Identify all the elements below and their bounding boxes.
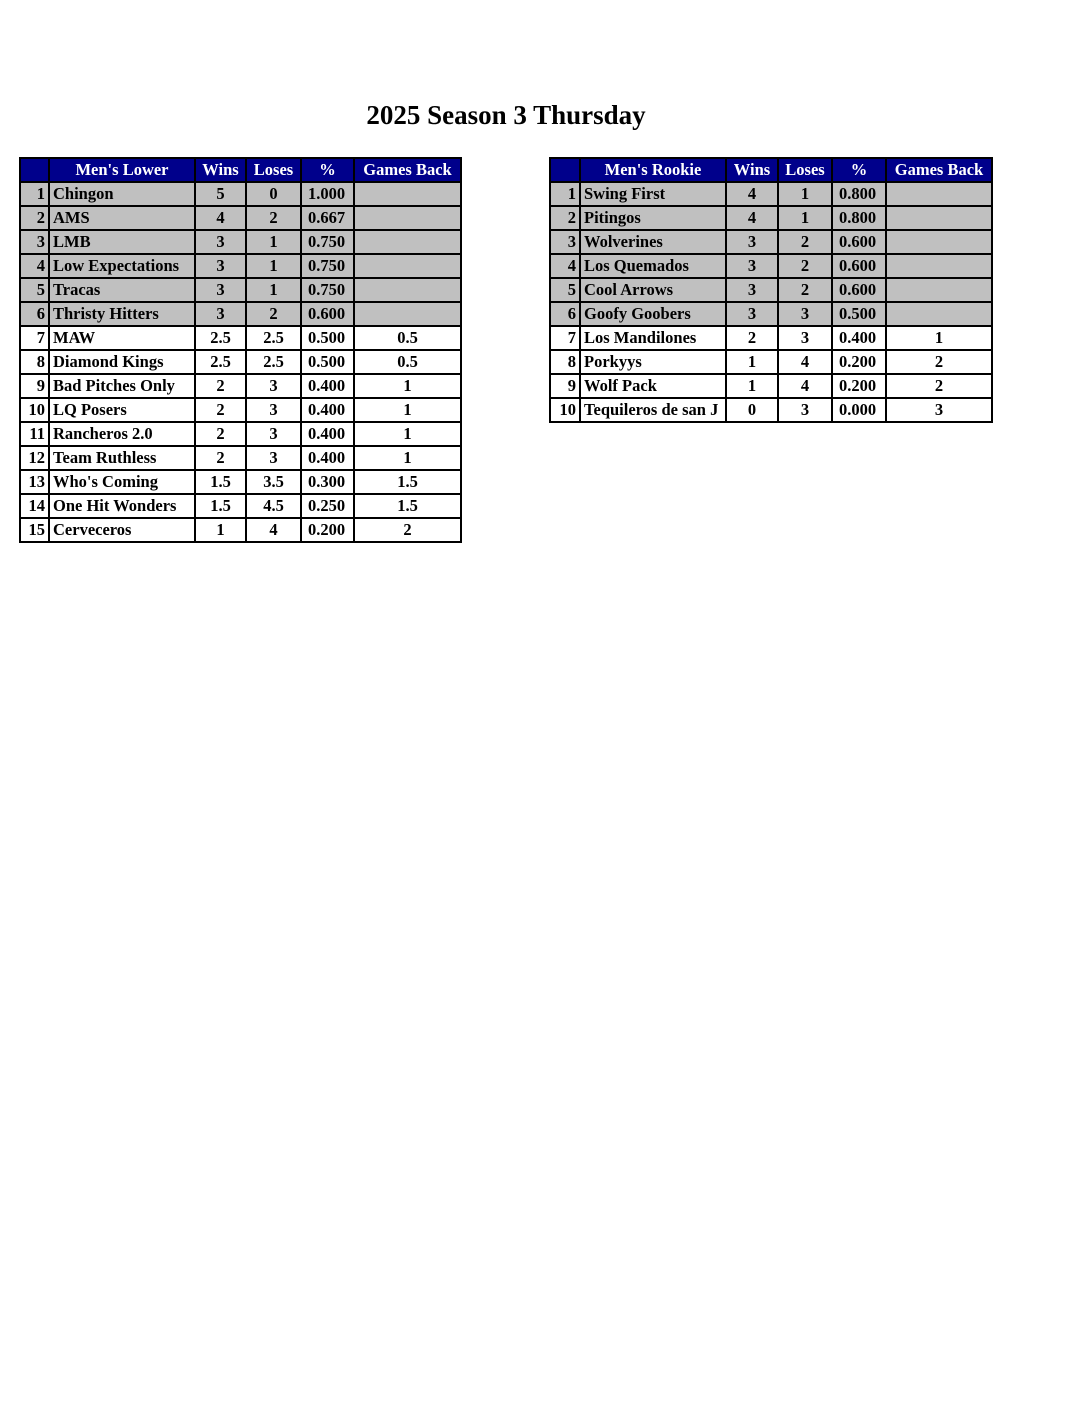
games-back-cell bbox=[886, 278, 992, 302]
team-name-cell: LMB bbox=[49, 230, 195, 254]
games-back-cell bbox=[886, 254, 992, 278]
games-back-cell: 2 bbox=[886, 350, 992, 374]
pct-cell: 0.200 bbox=[832, 350, 886, 374]
rank-cell: 14 bbox=[20, 494, 49, 518]
team-name-cell: AMS bbox=[49, 206, 195, 230]
table-row bbox=[550, 350, 992, 374]
loses-cell: 4.5 bbox=[246, 494, 301, 518]
loses-cell: 3 bbox=[246, 398, 301, 422]
games-back-cell bbox=[354, 254, 461, 278]
games-back-cell bbox=[354, 302, 461, 326]
pct-cell: 0.800 bbox=[832, 206, 886, 230]
rank-cell: 8 bbox=[550, 350, 580, 374]
rank-cell: 2 bbox=[550, 206, 580, 230]
games-back-cell: 1 bbox=[354, 446, 461, 470]
rank-cell: 1 bbox=[20, 182, 49, 206]
loses-cell: 3 bbox=[778, 326, 832, 350]
rank-cell: 9 bbox=[20, 374, 49, 398]
team-name-cell: Cool Arrows bbox=[580, 278, 726, 302]
team-name-cell: Los Mandilones bbox=[580, 326, 726, 350]
table-row bbox=[20, 374, 461, 398]
loses-cell: 2.5 bbox=[246, 350, 301, 374]
games-back-cell bbox=[354, 206, 461, 230]
table-row bbox=[20, 398, 461, 422]
games-back-cell bbox=[886, 206, 992, 230]
pct-cell: 0.000 bbox=[832, 398, 886, 422]
pct-cell: 0.600 bbox=[301, 302, 354, 326]
pct-cell: 0.250 bbox=[301, 494, 354, 518]
wins-cell: 3 bbox=[726, 302, 778, 326]
rank-cell: 6 bbox=[20, 302, 49, 326]
loses-cell: 4 bbox=[778, 374, 832, 398]
loses-cell: 0 bbox=[246, 182, 301, 206]
games-back-cell: 2 bbox=[354, 518, 461, 542]
table-row bbox=[20, 326, 461, 350]
wins-column-header: Wins bbox=[195, 158, 246, 182]
loses-cell: 1 bbox=[778, 206, 832, 230]
team-column-header: Men's Rookie bbox=[580, 158, 726, 182]
games-back-cell: 3 bbox=[886, 398, 992, 422]
table-row bbox=[20, 494, 461, 518]
mens-rookie-table-body bbox=[550, 182, 992, 422]
wins-cell: 3 bbox=[726, 278, 778, 302]
pct-cell: 0.600 bbox=[832, 254, 886, 278]
wins-cell: 1 bbox=[726, 374, 778, 398]
wins-cell: 2 bbox=[195, 398, 246, 422]
pct-cell: 0.400 bbox=[832, 326, 886, 350]
team-name-cell: Chingon bbox=[49, 182, 195, 206]
rank-cell: 10 bbox=[550, 398, 580, 422]
pct-cell: 0.500 bbox=[832, 302, 886, 326]
wins-cell: 2 bbox=[195, 374, 246, 398]
loses-cell: 2.5 bbox=[246, 326, 301, 350]
wins-cell: 1.5 bbox=[195, 494, 246, 518]
games-back-cell bbox=[886, 302, 992, 326]
mens-lower-standings-table bbox=[19, 157, 462, 543]
wins-cell: 2.5 bbox=[195, 326, 246, 350]
wins-cell: 3 bbox=[195, 254, 246, 278]
loses-cell: 2 bbox=[778, 278, 832, 302]
table-row bbox=[20, 446, 461, 470]
loses-cell: 2 bbox=[246, 302, 301, 326]
games-back-cell: 0.5 bbox=[354, 350, 461, 374]
table-row bbox=[550, 230, 992, 254]
team-name-cell: Tracas bbox=[49, 278, 195, 302]
table-row bbox=[550, 374, 992, 398]
table-row bbox=[20, 206, 461, 230]
games-back-cell bbox=[354, 230, 461, 254]
team-name-cell: Diamond Kings bbox=[49, 350, 195, 374]
loses-column-header: Loses bbox=[246, 158, 301, 182]
team-column-header: Men's Lower bbox=[49, 158, 195, 182]
rank-cell: 3 bbox=[550, 230, 580, 254]
team-name-cell: Goofy Goobers bbox=[580, 302, 726, 326]
loses-cell: 2 bbox=[246, 206, 301, 230]
pct-column-header: % bbox=[832, 158, 886, 182]
pct-cell: 0.500 bbox=[301, 326, 354, 350]
pct-cell: 0.400 bbox=[301, 398, 354, 422]
wins-cell: 1 bbox=[726, 350, 778, 374]
games-back-cell: 1 bbox=[354, 374, 461, 398]
wins-cell: 1 bbox=[195, 518, 246, 542]
rank-cell: 2 bbox=[20, 206, 49, 230]
rank-cell: 12 bbox=[20, 446, 49, 470]
wins-cell: 5 bbox=[195, 182, 246, 206]
rank-cell: 11 bbox=[20, 422, 49, 446]
mens-lower-table-body bbox=[20, 182, 461, 542]
games-back-cell bbox=[886, 230, 992, 254]
table-row bbox=[550, 182, 992, 206]
pct-cell: 0.400 bbox=[301, 422, 354, 446]
table-row bbox=[20, 518, 461, 542]
pct-cell: 0.667 bbox=[301, 206, 354, 230]
team-name-cell: Rancheros 2.0 bbox=[49, 422, 195, 446]
games-back-column-header: Games Back bbox=[886, 158, 992, 182]
wins-cell: 3 bbox=[195, 278, 246, 302]
games-back-cell: 1 bbox=[886, 326, 992, 350]
rank-cell: 5 bbox=[20, 278, 49, 302]
games-back-cell: 0.5 bbox=[354, 326, 461, 350]
wins-cell: 2 bbox=[195, 422, 246, 446]
pct-cell: 0.500 bbox=[301, 350, 354, 374]
loses-cell: 1 bbox=[246, 278, 301, 302]
rank-cell: 1 bbox=[550, 182, 580, 206]
rank-cell: 15 bbox=[20, 518, 49, 542]
loses-cell: 3 bbox=[778, 302, 832, 326]
loses-cell: 3.5 bbox=[246, 470, 301, 494]
games-back-cell: 1.5 bbox=[354, 494, 461, 518]
wins-cell: 4 bbox=[726, 182, 778, 206]
table-row bbox=[20, 350, 461, 374]
wins-cell: 3 bbox=[726, 230, 778, 254]
team-name-cell: Los Quemados bbox=[580, 254, 726, 278]
rank-cell: 4 bbox=[550, 254, 580, 278]
loses-cell: 1 bbox=[778, 182, 832, 206]
table-header-row bbox=[550, 158, 992, 182]
rank-cell: 7 bbox=[20, 326, 49, 350]
pct-cell: 0.200 bbox=[832, 374, 886, 398]
team-name-cell: Bad Pitches Only bbox=[49, 374, 195, 398]
pct-cell: 0.300 bbox=[301, 470, 354, 494]
games-back-cell bbox=[886, 182, 992, 206]
pct-column-header: % bbox=[301, 158, 354, 182]
loses-cell: 4 bbox=[778, 350, 832, 374]
rank-column-header bbox=[20, 158, 49, 182]
wins-cell: 3 bbox=[726, 254, 778, 278]
wins-cell: 1.5 bbox=[195, 470, 246, 494]
loses-cell: 3 bbox=[778, 398, 832, 422]
loses-cell: 3 bbox=[246, 374, 301, 398]
games-back-cell bbox=[354, 182, 461, 206]
rank-cell: 5 bbox=[550, 278, 580, 302]
wins-cell: 4 bbox=[726, 206, 778, 230]
table-row bbox=[550, 254, 992, 278]
loses-column-header: Loses bbox=[778, 158, 832, 182]
page-title: 2025 Season 3 Thursday bbox=[366, 100, 646, 130]
team-name-cell: Tequileros de san J bbox=[580, 398, 726, 422]
wins-cell: 2.5 bbox=[195, 350, 246, 374]
wins-cell: 0 bbox=[726, 398, 778, 422]
pct-cell: 0.400 bbox=[301, 374, 354, 398]
table-row bbox=[550, 302, 992, 326]
table-row bbox=[20, 278, 461, 302]
table-row bbox=[20, 182, 461, 206]
games-back-cell: 1 bbox=[354, 398, 461, 422]
pct-cell: 0.750 bbox=[301, 254, 354, 278]
loses-cell: 2 bbox=[778, 254, 832, 278]
table-row bbox=[550, 326, 992, 350]
games-back-cell bbox=[354, 278, 461, 302]
wins-cell: 3 bbox=[195, 230, 246, 254]
rank-cell: 8 bbox=[20, 350, 49, 374]
games-back-cell: 1 bbox=[354, 422, 461, 446]
loses-cell: 4 bbox=[246, 518, 301, 542]
team-name-cell: Cerveceros bbox=[49, 518, 195, 542]
table-row bbox=[20, 254, 461, 278]
mens-rookie-standings-table bbox=[549, 157, 993, 423]
team-name-cell: Wolf Pack bbox=[580, 374, 726, 398]
table-row bbox=[550, 278, 992, 302]
rank-cell: 13 bbox=[20, 470, 49, 494]
games-back-column-header: Games Back bbox=[354, 158, 461, 182]
team-name-cell: Who's Coming bbox=[49, 470, 195, 494]
team-name-cell: LQ Posers bbox=[49, 398, 195, 422]
team-name-cell: Pitingos bbox=[580, 206, 726, 230]
table-row bbox=[20, 302, 461, 326]
rank-cell: 10 bbox=[20, 398, 49, 422]
rank-cell: 6 bbox=[550, 302, 580, 326]
pct-cell: 1.000 bbox=[301, 182, 354, 206]
rank-cell: 3 bbox=[20, 230, 49, 254]
loses-cell: 1 bbox=[246, 230, 301, 254]
table-header-row bbox=[20, 158, 461, 182]
games-back-cell: 1.5 bbox=[354, 470, 461, 494]
team-name-cell: Thristy Hitters bbox=[49, 302, 195, 326]
table-row bbox=[550, 398, 992, 422]
loses-cell: 3 bbox=[246, 446, 301, 470]
loses-cell: 3 bbox=[246, 422, 301, 446]
pct-cell: 0.600 bbox=[832, 230, 886, 254]
wins-cell: 2 bbox=[726, 326, 778, 350]
team-name-cell: Swing First bbox=[580, 182, 726, 206]
team-name-cell: MAW bbox=[49, 326, 195, 350]
rank-cell: 4 bbox=[20, 254, 49, 278]
team-name-cell: Wolverines bbox=[580, 230, 726, 254]
rank-cell: 7 bbox=[550, 326, 580, 350]
loses-cell: 1 bbox=[246, 254, 301, 278]
rank-column-header bbox=[550, 158, 580, 182]
team-name-cell: Team Ruthless bbox=[49, 446, 195, 470]
table-row bbox=[20, 422, 461, 446]
wins-column-header: Wins bbox=[726, 158, 778, 182]
games-back-cell: 2 bbox=[886, 374, 992, 398]
team-name-cell: Porkyys bbox=[580, 350, 726, 374]
team-name-cell: Low Expectations bbox=[49, 254, 195, 278]
table-row bbox=[20, 470, 461, 494]
table-row bbox=[550, 206, 992, 230]
team-name-cell: One Hit Wonders bbox=[49, 494, 195, 518]
wins-cell: 4 bbox=[195, 206, 246, 230]
rank-cell: 9 bbox=[550, 374, 580, 398]
pct-cell: 0.800 bbox=[832, 182, 886, 206]
pct-cell: 0.750 bbox=[301, 278, 354, 302]
pct-cell: 0.600 bbox=[832, 278, 886, 302]
table-row bbox=[20, 230, 461, 254]
pct-cell: 0.400 bbox=[301, 446, 354, 470]
loses-cell: 2 bbox=[778, 230, 832, 254]
pct-cell: 0.750 bbox=[301, 230, 354, 254]
wins-cell: 2 bbox=[195, 446, 246, 470]
wins-cell: 3 bbox=[195, 302, 246, 326]
pct-cell: 0.200 bbox=[301, 518, 354, 542]
